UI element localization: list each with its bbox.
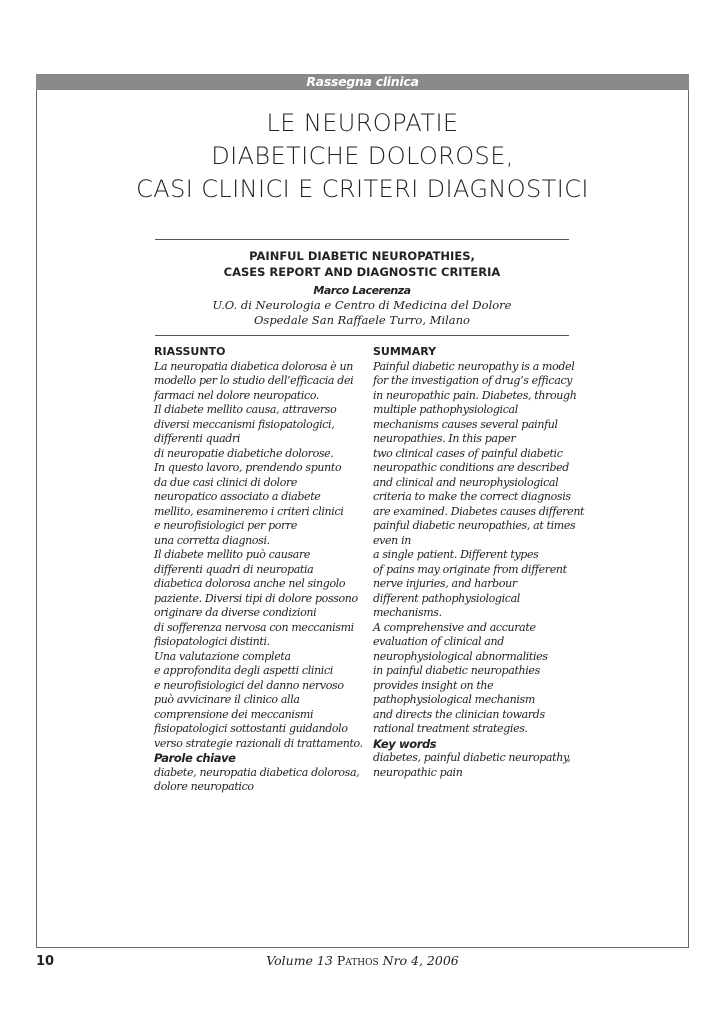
title-line: CASI CLINICI E CRITERI DIAGNOSTICI	[136, 175, 589, 203]
summary-line: in neuropathic pain. Diabetes, through	[373, 388, 577, 402]
riassunto-line: Il diabete mellito causa, attraverso	[154, 403, 337, 416]
parole-chiave-line: diabete, neuropatia diabetica dolorosa,	[154, 765, 360, 779]
summary-line: rational treatment strategies.	[373, 722, 528, 735]
summary-line: neurophysiological abnormalities	[373, 649, 548, 663]
riassunto-line: verso strategie razionali di trattamento.	[154, 736, 363, 750]
english-title-line: CASES REPORT AND DIAGNOSTIC CRITERIA	[223, 265, 501, 279]
footer-journal: Pathos	[336, 953, 379, 968]
parole-chiave-heading: Parole chiave	[154, 751, 236, 765]
parole-chiave-line: dolore neuropatico	[154, 780, 254, 793]
riassunto-line: paziente. Diversi tipi di dolore possono	[154, 591, 358, 605]
riassunto-line: comprensione dei meccanismi	[154, 707, 314, 721]
divider-bottom	[155, 335, 569, 336]
riassunto-line: Il diabete mellito può causare	[154, 548, 311, 561]
summary-body	[373, 360, 583, 737]
riassunto-line: originare da diverse condizioni	[154, 606, 317, 619]
riassunto-line: e neurofisiologici del danno nervoso	[154, 678, 344, 692]
title-line: LE NEUROPATIE	[266, 109, 459, 137]
riassunto-line: fisiopatologici sottostanti guidandolo	[154, 722, 348, 735]
riassunto-line: La neuropatia diabetica dolorosa è un	[154, 359, 353, 373]
summary-line: in painful diabetic neuropathies	[373, 664, 540, 677]
riassunto-line: diversi meccanismi fisiopatologici,	[154, 417, 335, 431]
section-label: Rassegna clinica	[36, 74, 689, 90]
key-words-line: diabetes, painful diabetic neuropathy,	[373, 751, 571, 764]
english-title-line: PAINFUL DIABETIC NEUROPATHIES,	[249, 249, 475, 263]
affiliation-line: Ospedale San Raffaele Turro, Milano	[253, 313, 470, 327]
riassunto-line: di sofferenza nervosa con meccanismi	[154, 620, 354, 634]
english-title	[155, 248, 569, 280]
author-name: Marco Lacerenza	[313, 284, 411, 297]
affiliation	[155, 298, 569, 328]
riassunto-heading: RIASSUNTO	[154, 345, 226, 358]
summary-line: neuropathic conditions are described	[373, 461, 570, 474]
summary-line: and directs the clinician towards	[373, 707, 545, 721]
riassunto-line: neuropatico associato a diabete	[154, 490, 321, 503]
summary-line: a single patient. Different types	[373, 548, 539, 561]
summary-line: and clinical and neurophysiological	[373, 475, 559, 489]
summary-line: even in	[373, 533, 411, 547]
summary-line: two clinical cases of painful diabetic	[373, 446, 563, 460]
riassunto-column	[154, 345, 369, 795]
divider-top	[155, 239, 569, 240]
riassunto-line: In questo lavoro, prendendo spunto	[154, 461, 342, 474]
footer-issue: Nro 4, 2006	[382, 953, 459, 968]
summary-line: mechanisms.	[373, 606, 442, 619]
summary-line: provides insight on the	[373, 678, 494, 692]
summary-line: pathophysiological mechanism	[373, 693, 535, 706]
page-number: 10	[36, 954, 55, 969]
key-words-line: neuropathic pain	[373, 765, 463, 779]
riassunto-line: modello per lo studio dell’efficacia dei	[154, 374, 354, 387]
key-words-body	[373, 751, 583, 780]
summary-column	[373, 345, 583, 780]
riassunto-line: può avvicinare il clinico alla	[154, 693, 300, 706]
summary-line: mechanisms causes several painful	[373, 417, 558, 431]
article-title	[36, 107, 689, 206]
riassunto-line: diabetica dolorosa anche nel singolo	[154, 577, 346, 590]
summary-heading: SUMMARY	[373, 345, 437, 358]
riassunto-line: una corretta diagnosi.	[154, 533, 270, 547]
summary-line: Painful diabetic neuropathy is a model	[373, 359, 575, 373]
key-words-heading: Key words	[373, 736, 437, 751]
summary-line: different pathophysiological	[373, 591, 520, 605]
summary-line: multiple pathophysiological	[373, 403, 518, 416]
summary-line: nerve injuries, and harbour	[373, 577, 517, 590]
summary-line: A comprehensive and accurate	[373, 620, 536, 634]
riassunto-line: farmaci nel dolore neuropatico.	[154, 388, 320, 402]
riassunto-body	[154, 360, 369, 752]
journal-footer	[36, 953, 689, 968]
riassunto-line: fisiopatologici distinti.	[154, 635, 270, 648]
riassunto-line: e neurofisiologici per porre	[154, 519, 298, 532]
summary-line: painful diabetic neuropathies, at times	[373, 519, 576, 532]
riassunto-line: da due casi clinici di dolore	[154, 475, 298, 489]
summary-line: criteria to make the correct diagnosis	[373, 490, 571, 503]
riassunto-line: di neuropatie diabetiche dolorose.	[154, 446, 334, 460]
riassunto-line: Una valutazione completa	[154, 649, 291, 663]
riassunto-line: differenti quadri	[154, 432, 241, 445]
summary-line: for the investigation of drug’s efficacy	[373, 374, 573, 387]
summary-line: are examined. Diabetes causes different	[373, 504, 585, 518]
parole-chiave-body	[154, 766, 369, 795]
footer-volume: Volume 13	[266, 953, 333, 968]
summary-line: neuropathies. In this paper	[373, 432, 516, 445]
riassunto-line: differenti quadri di neuropatia	[154, 562, 314, 576]
riassunto-line: mellito, esamineremo i criteri clinici	[154, 504, 344, 518]
title-line: DIABETICHE DOLOROSE,	[211, 142, 514, 170]
affiliation-line: U.O. di Neurologia e Centro di Medicina del Dolore	[212, 298, 512, 312]
summary-line: evaluation of clinical and	[373, 635, 504, 648]
riassunto-line: e approfondita degli aspetti clinici	[154, 664, 333, 677]
summary-line: of pains may originate from different	[373, 562, 567, 576]
